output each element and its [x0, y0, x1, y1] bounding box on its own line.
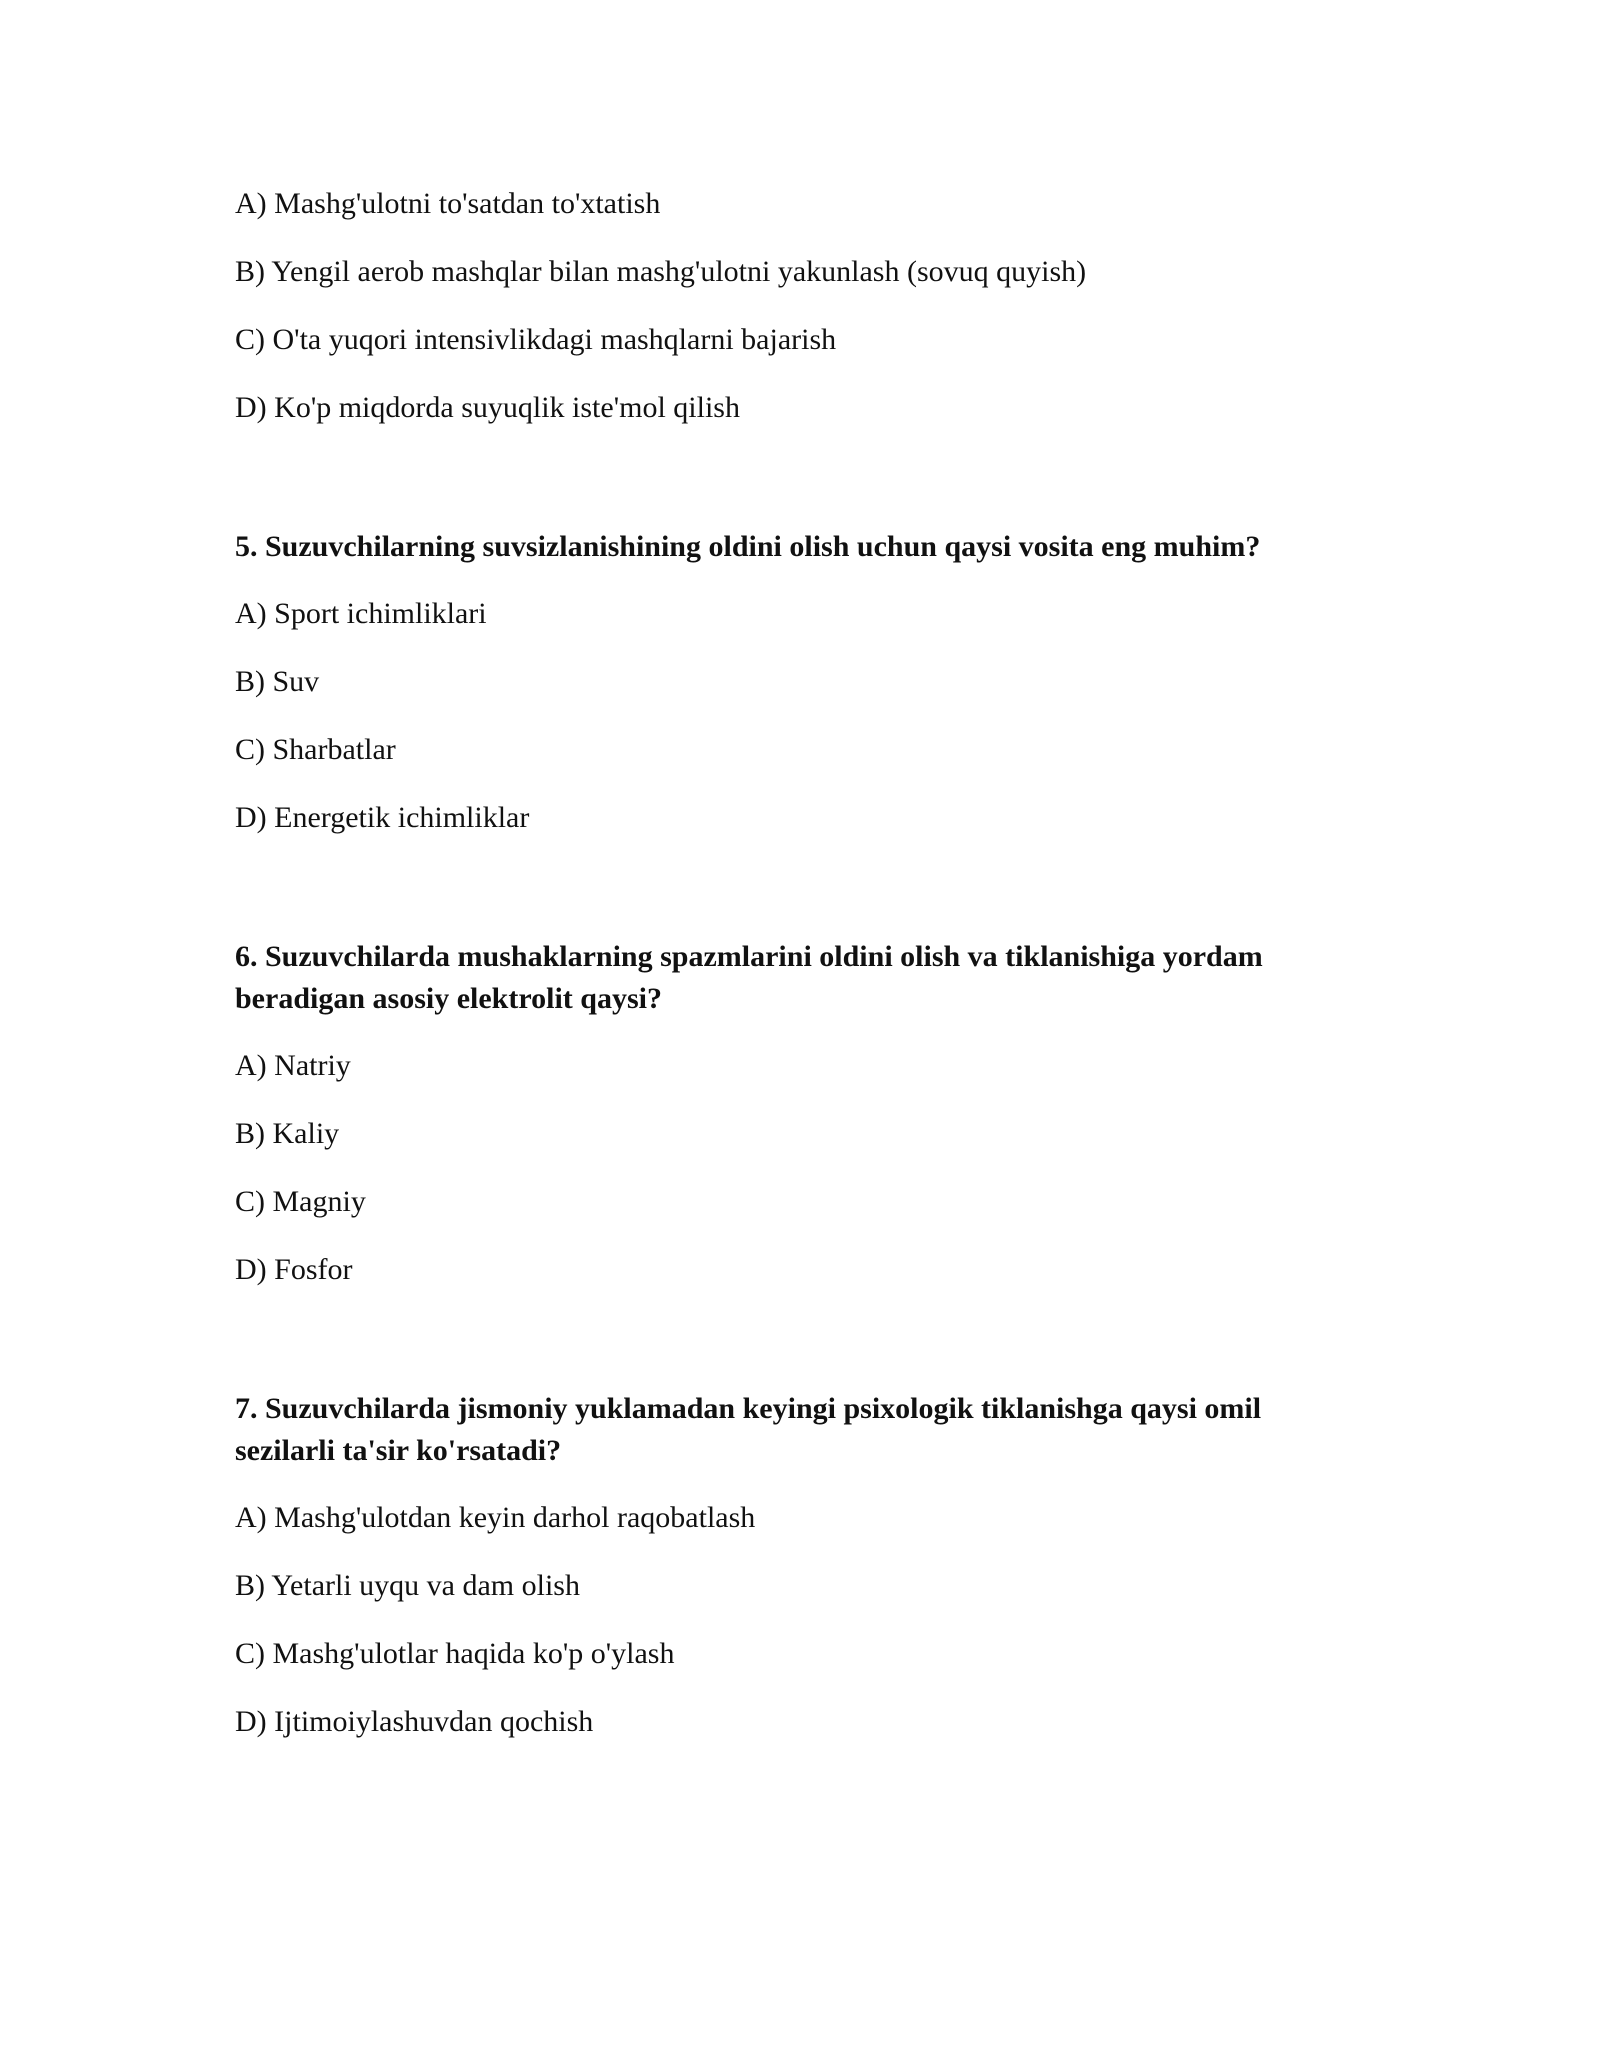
option-b: B) Yengil aerob mashqlar bilan mashg'ulotni yakunlash (sovuq quyish) — [235, 255, 1087, 288]
question-text: 7. Suzuvchilarda jismoniy yuklamadan keyingi psixologik tiklanishga qaysi omil sezilarli ta'sir ko'rsatadi? — [235, 1392, 1262, 1467]
option-a: A) Mashg'ulotni to'satdan to'xtatish — [235, 187, 661, 220]
option-b: B) Kaliy — [235, 1117, 340, 1150]
question-text: 6. Suzuvchilarda mushaklarning spazmlarini oldini olish va tiklanishiga yordam beradigan asosiy elektrolit qaysi? — [235, 940, 1263, 1015]
option-a: A) Sport ichimliklari — [235, 597, 487, 630]
question-7 — [235, 1388, 1365, 1742]
question-4-options — [235, 184, 1365, 428]
option-d: D) Ijtimoiylashuvdan qochish — [235, 1705, 594, 1738]
option-a: A) Natriy — [235, 1049, 351, 1082]
option-b: B) Yetarli uyqu va dam olish — [235, 1569, 580, 1602]
option-d: D) Energetik ichimliklar — [235, 801, 530, 834]
question-6 — [235, 936, 1365, 1290]
option-a: A) Mashg'ulotdan keyin darhol raqobatlash — [235, 1501, 756, 1534]
page-content — [235, 184, 1365, 1770]
option-c: C) Magniy — [235, 1185, 366, 1218]
option-b: B) Suv — [235, 665, 320, 698]
option-c: C) Mashg'ulotlar haqida ko'p o'ylash — [235, 1637, 675, 1670]
question-5 — [235, 526, 1365, 838]
option-c: C) Sharbatlar — [235, 733, 396, 766]
option-d: D) Ko'p miqdorda suyuqlik iste'mol qilish — [235, 391, 740, 424]
option-d: D) Fosfor — [235, 1253, 353, 1286]
option-c: C) O'ta yuqori intensivlikdagi mashqlarni bajarish — [235, 323, 837, 356]
question-text: 5. Suzuvchilarning suvsizlanishining oldini olish uchun qaysi vosita eng muhim? — [235, 530, 1261, 563]
